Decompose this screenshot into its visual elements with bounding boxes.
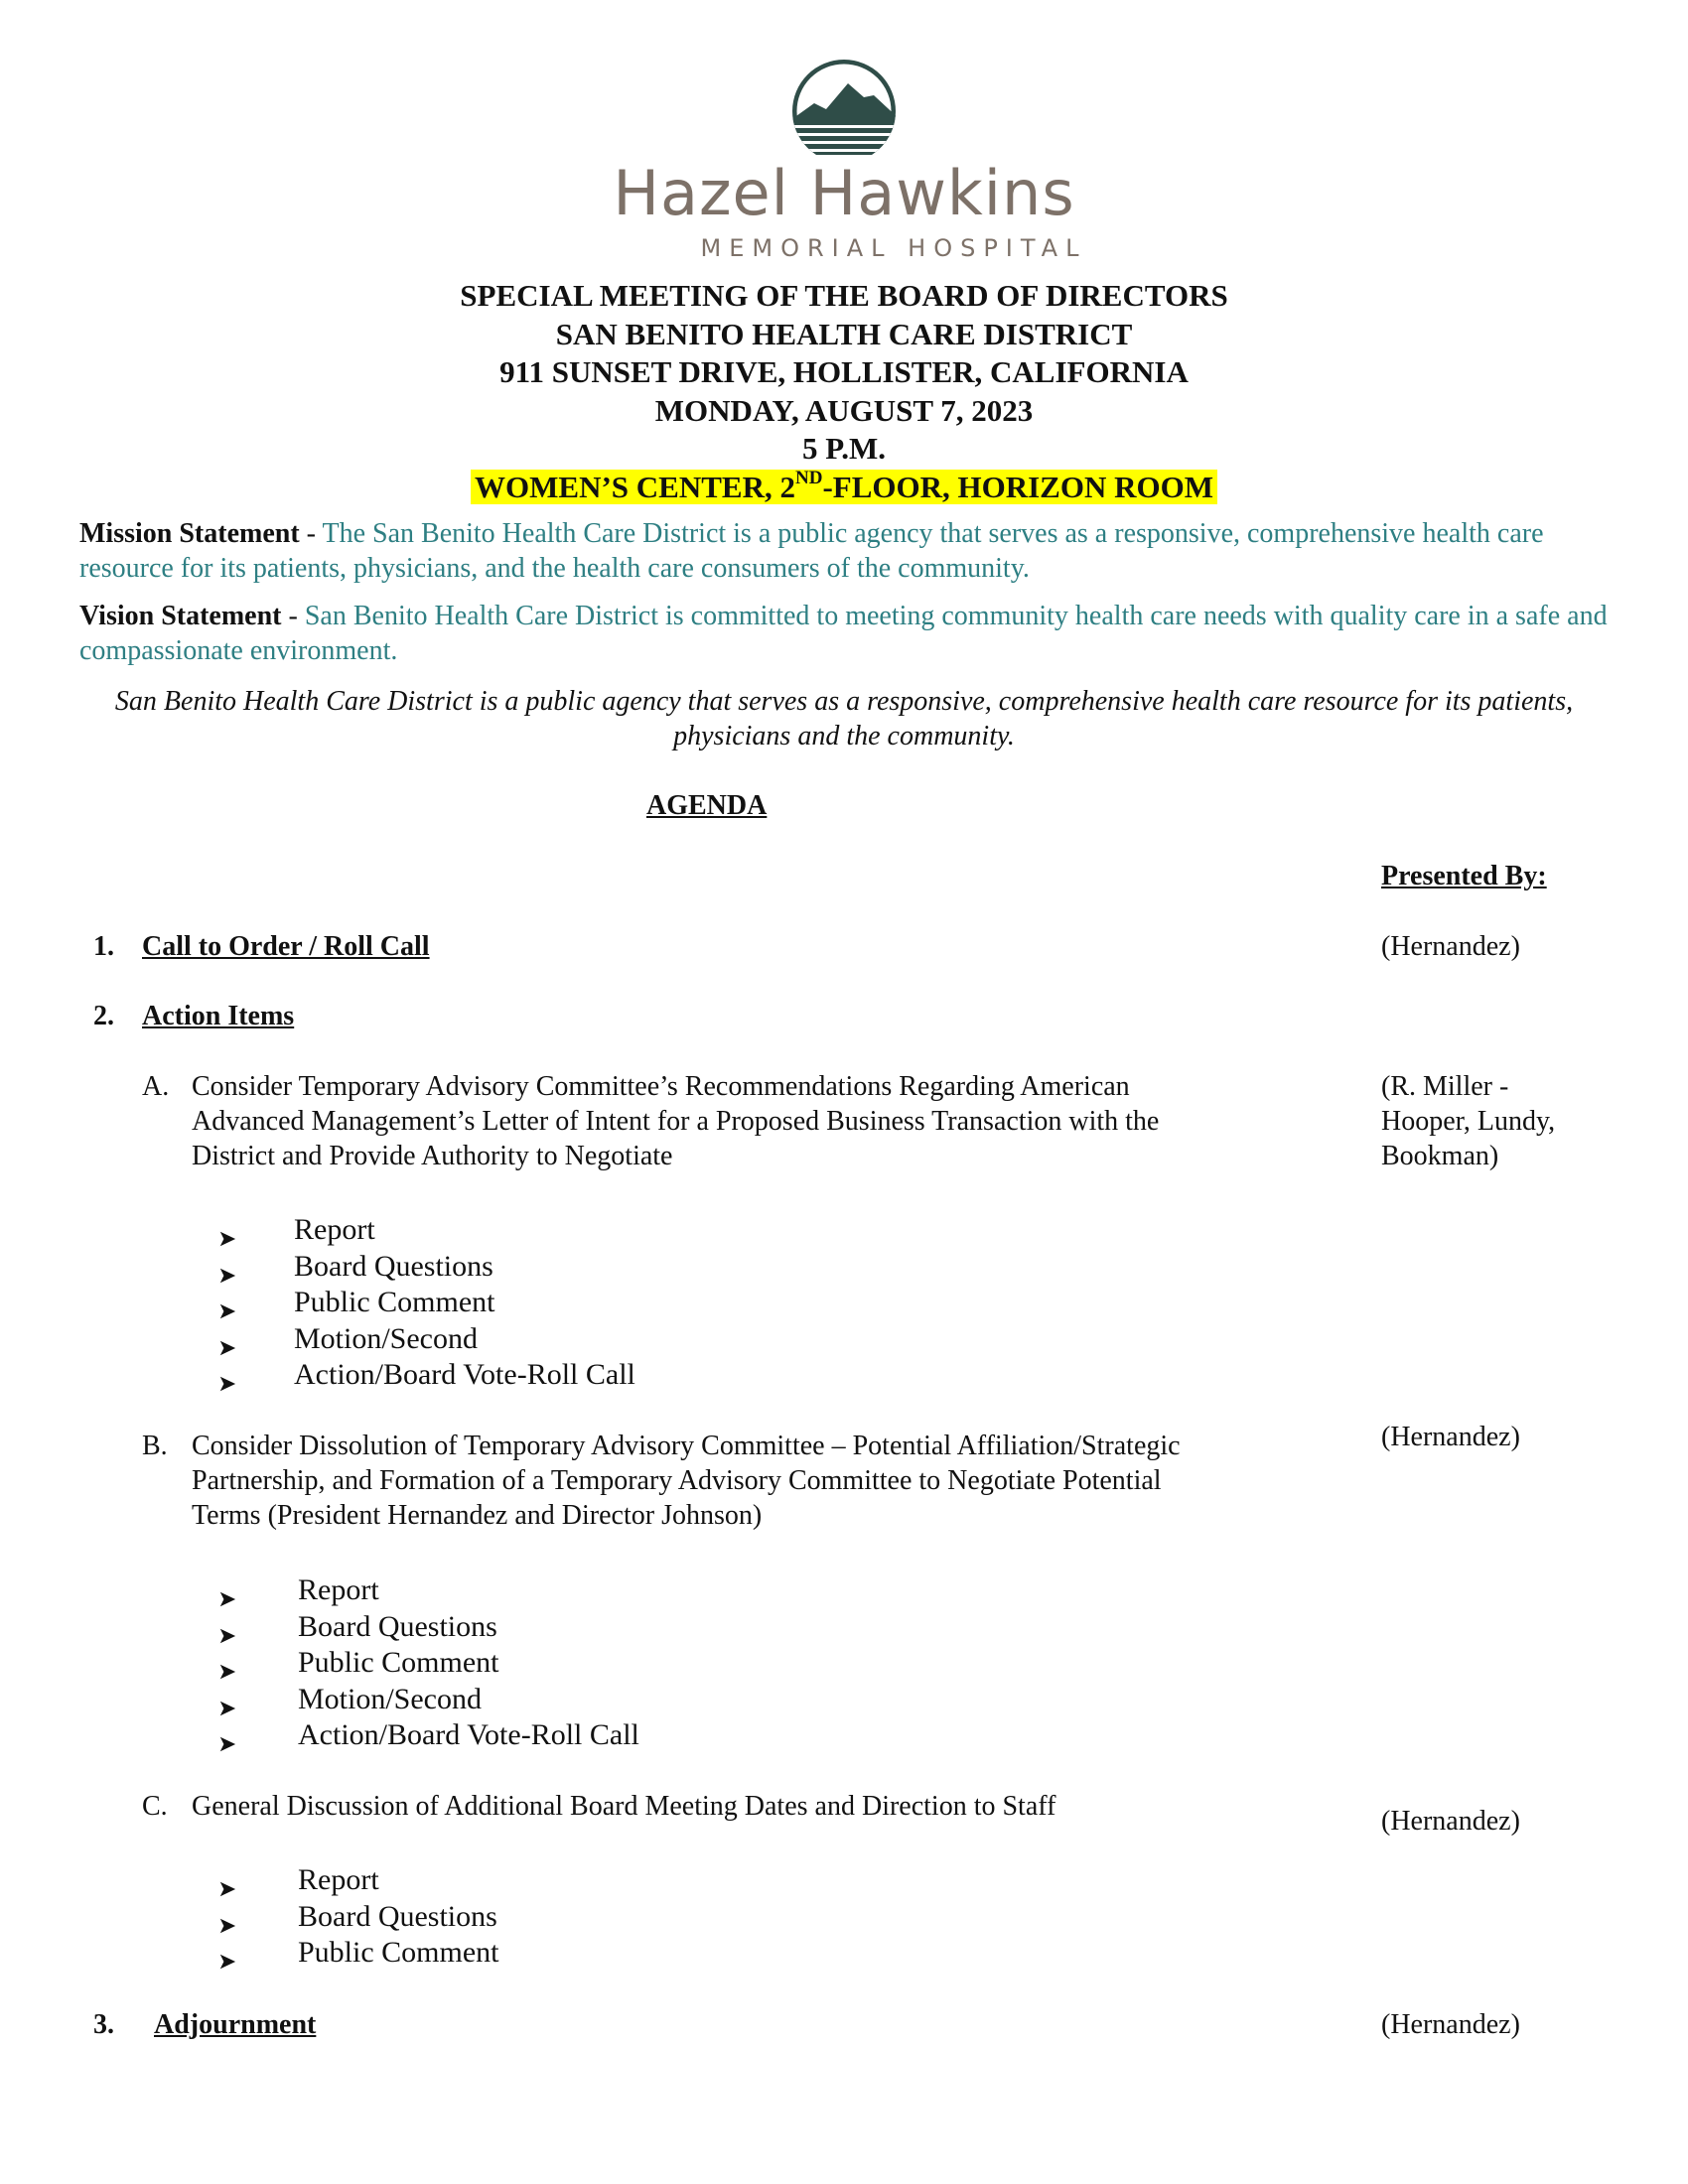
district-description: San Benito Health Care District is a public agency that serves as a responsive, comprehensive health care resource for its patients, physicians and the community. [114, 686, 1574, 751]
location-text-pre: WOMEN’S CENTER, 2 [475, 469, 795, 504]
meeting-header [0, 277, 1688, 506]
item-c-line-1: General Discussion of Additional Board Meeting Dates and Direction to Staff [192, 1791, 1056, 1822]
presented-by-label: Presented By: [1381, 861, 1547, 891]
bullet-item: Public Comment [298, 1646, 499, 1679]
bullet-arrow-icon [218, 1871, 236, 1907]
item-b-presenter: (Hernandez) [1381, 1422, 1520, 1452]
bullet-arrow-icon [218, 1221, 236, 1257]
location-highlight [471, 467, 1217, 504]
bullet-item: Motion/Second [298, 1682, 482, 1715]
header-location [0, 469, 1688, 507]
vision-separator: - [281, 601, 305, 631]
bullet-arrow-icon [218, 1726, 236, 1762]
mission-separator: - [299, 518, 323, 549]
item-a-presenter-3: Bookman) [1381, 1141, 1499, 1171]
item-3-presenter: (Hernandez) [1381, 2009, 1520, 2040]
item-b-line-2: Partnership, and Formation of a Temporary Advisory Committee to Negotiate Potential [192, 1465, 1162, 1496]
bullet-arrow-icon [218, 1691, 236, 1726]
bullet-item: Action/Board Vote-Roll Call [298, 1718, 639, 1751]
item-a-presenter-1: (R. Miller - [1381, 1071, 1509, 1102]
bullet-item: Motion/Second [294, 1321, 478, 1355]
bullet-arrow-icon [218, 1618, 236, 1654]
bullet-arrow-icon [218, 1944, 236, 1979]
bullet-arrow-icon [218, 1654, 236, 1690]
item-c-presenter: (Hernandez) [1381, 1806, 1520, 1837]
bullet-arrow-icon [218, 1581, 236, 1617]
item-b-line-1: Consider Dissolution of Temporary Advisory Committee – Potential Affiliation/Strategic [192, 1431, 1181, 1461]
item-c-letter: C. [142, 1791, 168, 1822]
item-3-number: 3. [93, 2009, 114, 2040]
bullet-item: Action/Board Vote-Roll Call [294, 1358, 635, 1391]
location-superscript: ND [794, 467, 823, 488]
mission-statement [79, 516, 1609, 586]
bullet-item: Report [298, 1863, 379, 1896]
vision-statement [79, 599, 1609, 668]
logo-subtitle: MEMORIAL HOSPITAL [700, 234, 1087, 262]
mission-label: Mission Statement [79, 518, 300, 549]
mission-text: The San Benito Health Care District is a public agency that serves as a responsive, comprehensive health care resource for its patients, physicians, and the health care consumers of the community. [79, 518, 1544, 584]
bullet-item: Report [294, 1213, 375, 1246]
item-a-line-1: Consider Temporary Advisory Committee’s Recommendations Regarding American [192, 1071, 1130, 1102]
bullet-arrow-icon [218, 1330, 236, 1366]
item-1-title: Call to Order / Roll Call [142, 931, 430, 962]
item-1-presenter: (Hernandez) [1381, 931, 1520, 962]
item-a-line-2: Advanced Management’s Letter of Intent for a Proposed Business Transaction with the [192, 1106, 1160, 1137]
bullet-item: Public Comment [294, 1286, 495, 1318]
hospital-logo [0, 60, 1688, 262]
item-b-letter: B. [142, 1431, 168, 1461]
logo-wordmark: Hazel Hawkins [613, 157, 1075, 229]
header-time: 5 P.M. [801, 431, 887, 466]
item-a-letter: A. [142, 1071, 170, 1102]
item-1-number: 1. [93, 931, 114, 962]
bullet-arrow-icon [218, 1908, 236, 1944]
location-text-post: -FLOOR, HORIZON ROOM [822, 469, 1213, 504]
bullet-item: Board Questions [298, 1609, 497, 1643]
bullet-item: Report [298, 1573, 379, 1606]
mountain-logo-icon [786, 60, 902, 155]
item-2-title: Action Items [142, 1001, 295, 1031]
item-a-presenter-2: Hooper, Lundy, [1381, 1106, 1556, 1137]
bullet-arrow-icon [218, 1366, 236, 1402]
vision-text: San Benito Health Care District is committed to meeting community health care needs with quality care in a safe and compassionate environment. [79, 601, 1608, 666]
header-address: 911 SUNSET DRIVE, HOLLISTER, CALIFORNIA [499, 354, 1189, 389]
item-b-line-3: Terms (President Hernandez and Director Johnson) [192, 1500, 763, 1531]
bullet-item: Public Comment [298, 1936, 499, 1969]
bullet-arrow-icon [218, 1294, 236, 1329]
item-2-number: 2. [93, 1001, 114, 1031]
vision-label: Vision Statement [79, 601, 282, 631]
item-3-title: Adjournment [154, 2009, 317, 2040]
bullet-arrow-icon [218, 1258, 236, 1294]
item-a-line-3: District and Provide Authority to Negotiate [192, 1141, 673, 1171]
bullet-item: Board Questions [298, 1899, 497, 1933]
header-title: SPECIAL MEETING OF THE BOARD OF DIRECTORS [460, 278, 1228, 313]
bullet-item: Board Questions [294, 1249, 493, 1283]
agenda-title: AGENDA [646, 790, 768, 821]
header-district: SAN BENITO HEALTH CARE DISTRICT [555, 316, 1133, 351]
header-date: MONDAY, AUGUST 7, 2023 [654, 392, 1034, 428]
